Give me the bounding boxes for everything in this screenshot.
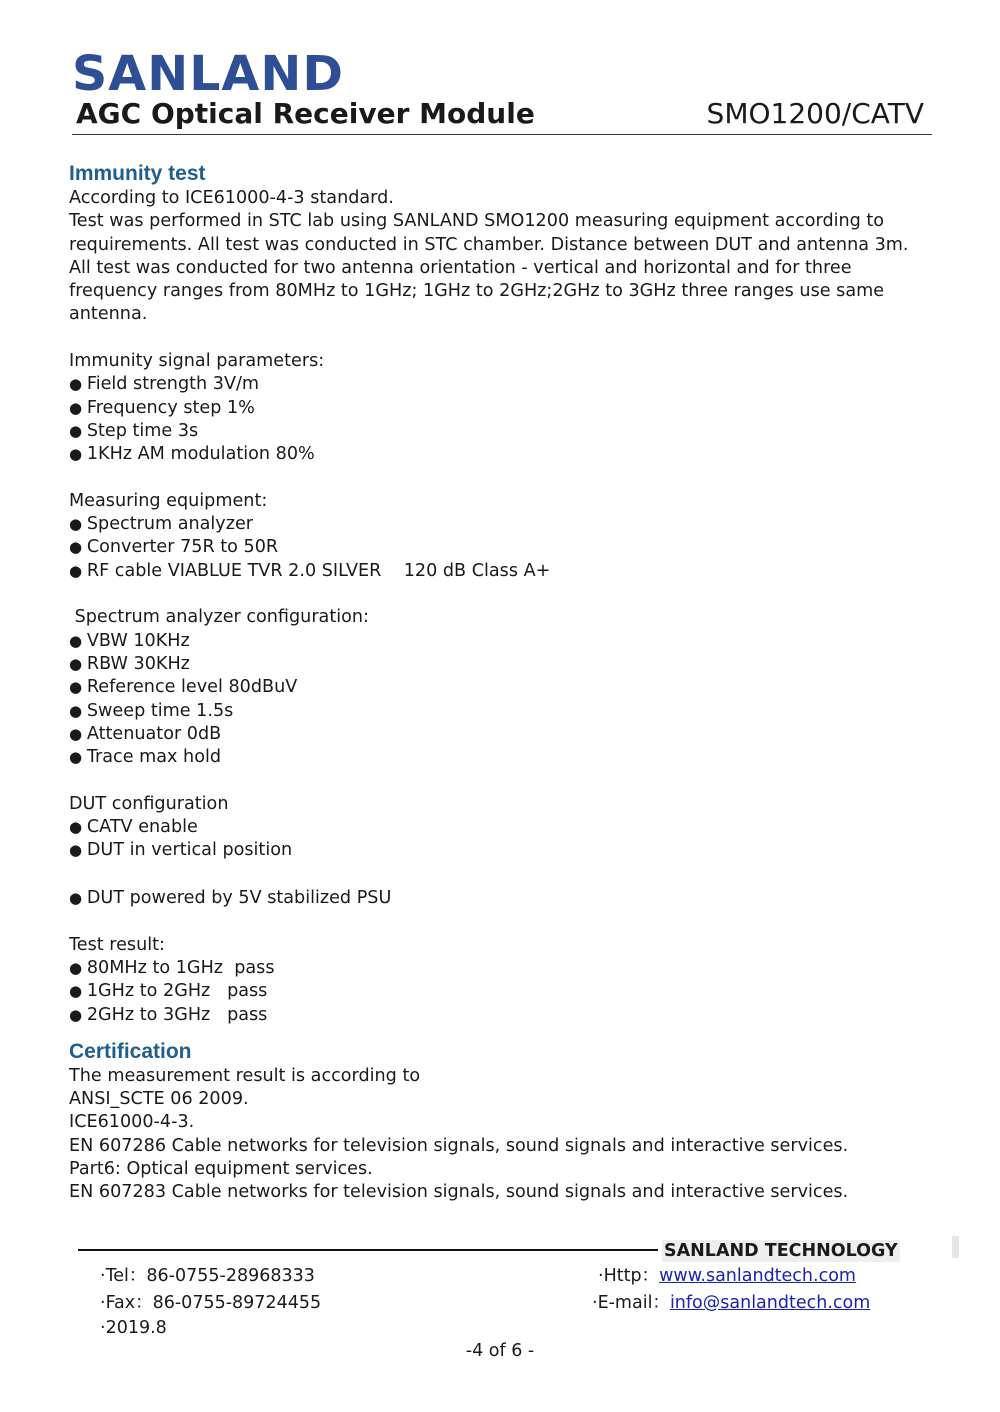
- page-number: -4 of 6 -: [465, 1341, 535, 1361]
- test-result-heading: Test result:: [69, 934, 165, 955]
- list-item: ● RF cable VIABLUE TVR 2.0 SILVER 120 dB Class A+: [69, 560, 949, 583]
- paragraph-line: ICE61000-4-3.: [69, 1112, 195, 1133]
- list-item: ● Converter 75R to 50R: [69, 536, 949, 559]
- paragraph-line: Test was performed in STC lab using SANLAND SMO1200 measuring equipment according to: [69, 211, 885, 232]
- immunity-section-title: Immunity test: [69, 162, 206, 185]
- model-number: SMO1200/CATV: [706, 97, 924, 130]
- paragraph-line: Part6: Optical equipment services.: [69, 1159, 373, 1180]
- footer-email: [592, 1292, 870, 1314]
- website-link[interactable]: www.sanlandtech.com: [659, 1266, 856, 1286]
- list-item: ● Frequency step 1%: [69, 397, 949, 420]
- document-body: [69, 161, 949, 1205]
- list-item: ● Field strength 3V/m: [69, 373, 949, 396]
- list-item: ● DUT powered by 5V stabilized PSU: [69, 887, 949, 910]
- list-item: ● Sweep time 1.5s: [69, 700, 949, 723]
- list-item: ● DUT in vertical position: [69, 839, 949, 862]
- list-item: ● 1KHz AM modulation 80%: [69, 443, 949, 466]
- list-item: ● Attenuator 0dB: [69, 723, 949, 746]
- equipment-heading: Measuring equipment:: [69, 490, 268, 511]
- header-divider: [72, 134, 932, 135]
- paragraph-line: requirements. All test was conducted in STC chamber. Distance between DUT and antenna 3m.: [69, 234, 909, 255]
- footer-fax: ·Fax：86-0755-89724455: [100, 1293, 322, 1313]
- paragraph-line: ANSI_SCTE 06 2009.: [69, 1089, 249, 1110]
- list-item: ● Reference level 80dBuV: [69, 676, 949, 699]
- analyzer-config-heading: Spectrum analyzer configuration:: [69, 607, 369, 628]
- list-item: ● VBW 10KHz: [69, 630, 949, 653]
- footer-company-name: SANLAND TECHNOLOGY: [664, 1241, 898, 1261]
- sanland-logo: SANLAND: [72, 46, 344, 102]
- list-item: ● Spectrum analyzer: [69, 513, 949, 536]
- list-item: ● Step time 3s: [69, 420, 949, 443]
- http-label: ·Http：: [598, 1266, 660, 1286]
- footer-date: ·2019.8: [100, 1318, 167, 1338]
- footer-tel: ·Tel：86-0755-28968333: [100, 1266, 315, 1286]
- paragraph-line: The measurement result is according to: [69, 1065, 421, 1086]
- dut-config-heading: DUT configuration: [69, 793, 229, 814]
- document-title: AGC Optical Receiver Module: [76, 97, 535, 130]
- email-label: ·E-mail：: [592, 1293, 670, 1313]
- standard-line: According to ICE61000-4-3 standard.: [69, 188, 394, 208]
- paragraph-line: All test was conducted for two antenna orientation - vertical and horizontal and for three: [69, 257, 852, 278]
- list-item: ● 2GHz to 3GHz pass: [69, 1004, 949, 1027]
- paragraph-line: antenna.: [69, 304, 148, 325]
- list-item: ● RBW 30KHz: [69, 653, 949, 676]
- footer-divider: [78, 1249, 658, 1251]
- paragraph-line: frequency ranges from 80MHz to 1GHz; 1GHz to 2GHz;2GHz to 3GHz three ranges use same: [69, 281, 885, 302]
- footer-marker: [952, 1236, 959, 1258]
- paragraph-line: EN 607286 Cable networks for television signals, sound signals and interactive services.: [69, 1135, 849, 1156]
- footer-http: [598, 1265, 856, 1287]
- list-item: ● 80MHz to 1GHz pass: [69, 957, 949, 980]
- certification-section-title: Certification: [69, 1039, 192, 1063]
- list-item: ● 1GHz to 2GHz pass: [69, 980, 949, 1003]
- paragraph-line: EN 607283 Cable networks for television signals, sound signals and interactive services.: [69, 1182, 849, 1203]
- list-item: ● Trace max hold: [69, 746, 949, 769]
- email-link[interactable]: info@sanlandtech.com: [669, 1293, 871, 1313]
- list-item: ● CATV enable: [69, 816, 949, 839]
- signal-parameters-heading: Immunity signal parameters:: [69, 351, 325, 372]
